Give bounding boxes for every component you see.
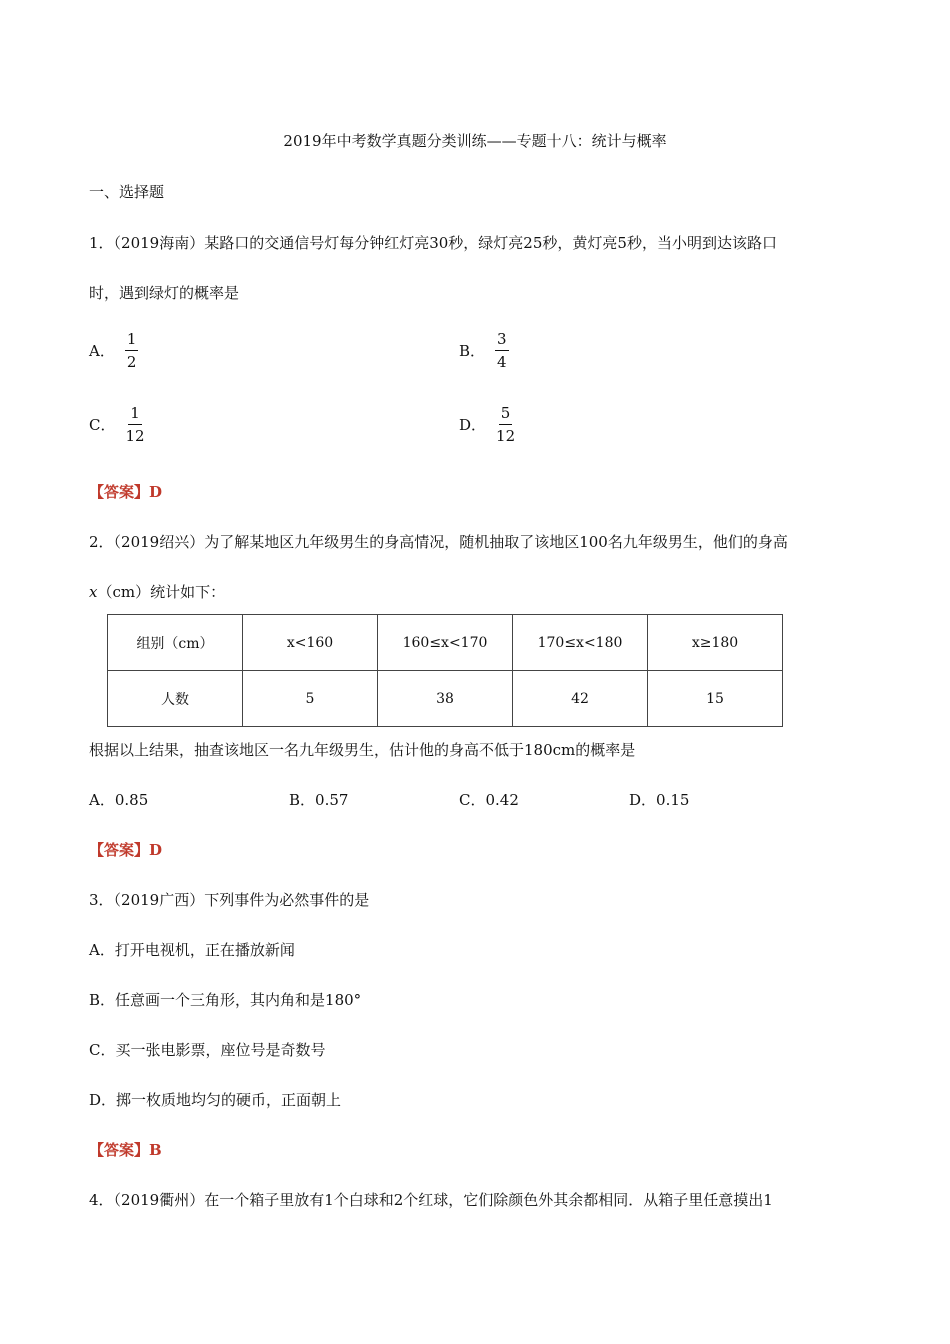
q2-text-line3: 根据以上结果，抽查该地区一名九年级男生，估计他的身高不低于180cm的概率是: [89, 741, 636, 759]
table-cell: 170≤x<180: [513, 615, 648, 671]
q3-option-d: D．掷一枚质地均匀的硬币，正面朝上: [89, 1091, 342, 1109]
option-label: C．: [89, 416, 116, 434]
numerator: 1: [128, 404, 142, 425]
table-cell: 42: [513, 671, 648, 727]
q1-text-line2: 时，遇到绿灯的概率是: [89, 284, 240, 302]
q2-option-b: B．0.57: [289, 791, 349, 809]
q2-text-line1: 2．（2019绍兴）为了解某地区九年级男生的身高情况，随机抽取了该地区100名九年级男生，他们的身高: [89, 533, 788, 551]
option-label: B．: [459, 342, 486, 360]
table-cell: 15: [648, 671, 783, 727]
q4-text-line1: 4．（2019衢州）在一个箱子里放有1个白球和2个红球，它们除颜色外其余都相同．从箱子里任意摸出1: [89, 1191, 773, 1209]
page-title: 2019年中考数学真题分类训练——专题十八：统计与概率: [283, 132, 667, 150]
q2-option-a: A．0.85: [89, 791, 149, 809]
fraction: [125, 330, 139, 371]
q3-answer: 【答案】B: [89, 1141, 162, 1159]
q2-option-d: D．0.15: [629, 791, 690, 809]
q2-answer: 【答案】D: [89, 841, 163, 859]
table-cell: x<160: [243, 615, 378, 671]
table-cell: 组别（cm）: [108, 615, 243, 671]
denominator: 4: [497, 353, 507, 371]
section-heading: 一、选择题: [89, 183, 165, 201]
option-label: D．: [459, 416, 487, 434]
table-cell: 160≤x<170: [378, 615, 513, 671]
numerator: 1: [125, 330, 139, 351]
table-cell: 38: [378, 671, 513, 727]
q3-option-b: B．任意画一个三角形，其内角和是180°: [89, 991, 362, 1009]
height-frequency-table: [107, 614, 783, 727]
option-label: A．: [89, 342, 115, 360]
q2-text-line2-rest: （cm）统计如下：: [97, 583, 226, 601]
q2-option-c: C．0.42: [459, 791, 519, 809]
denominator: 12: [496, 427, 516, 445]
table-cell: 人数: [108, 671, 243, 727]
fraction: [496, 404, 515, 445]
denominator: 2: [126, 353, 137, 371]
numerator: 3: [495, 330, 509, 351]
q1-option-c: [89, 404, 145, 445]
q3-option-a: A．打开电视机，正在播放新闻: [89, 941, 295, 959]
q3-option-c: C．买一张电影票，座位号是奇数号: [89, 1041, 326, 1059]
denominator: 12: [125, 427, 145, 445]
q3-text-line1: 3．（2019广西）下列事件为必然事件的是: [89, 891, 370, 909]
q1-option-d: [459, 404, 515, 445]
q1-text-line1: 1．（2019海南）某路口的交通信号灯每分钟红灯亮30秒，绿灯亮25秒，黄灯亮5秒，当小明到达该路口: [89, 234, 777, 252]
q1-option-a: [89, 330, 138, 371]
table-header-row: [108, 615, 783, 671]
table-cell: 5: [243, 671, 378, 727]
table-cell: x≥180: [648, 615, 783, 671]
q1-answer: 【答案】D: [89, 483, 163, 501]
variable-x: x: [89, 583, 98, 601]
fraction: [495, 330, 509, 371]
fraction: [125, 404, 144, 445]
numerator: 5: [499, 404, 513, 425]
q1-option-b: [459, 330, 509, 371]
q2-text-line2: [89, 581, 225, 602]
table-row: [108, 671, 783, 727]
